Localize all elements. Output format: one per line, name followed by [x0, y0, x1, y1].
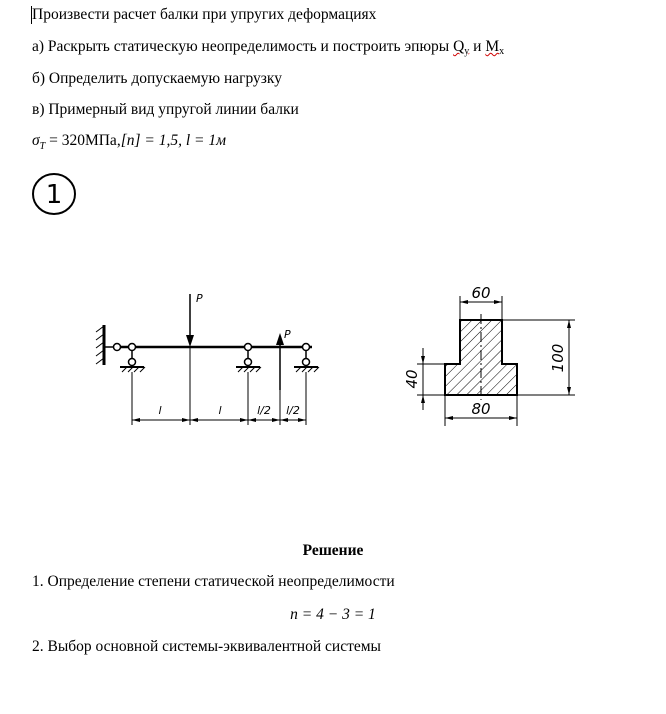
slider-hinge	[114, 344, 121, 351]
load-label-1: P	[196, 292, 203, 305]
span-label-4: l/2	[286, 404, 300, 417]
solution-equation: n = 4 − 3 = 1	[290, 606, 376, 623]
beam-scheme	[90, 280, 330, 440]
task-item-a	[32, 38, 504, 57]
dim-bottom-width: 80	[471, 400, 491, 418]
safety-factor-symbol: [n]	[120, 132, 141, 149]
load-arrow-1	[186, 294, 194, 347]
solution-step-2: 2. Выбор основной системы-эквивалентной системы	[32, 638, 381, 655]
sigma-symbol: σ	[32, 132, 40, 149]
task-item-c: в) Примерный вид упругой линии балки	[32, 101, 299, 118]
solution-heading: Решение	[302, 542, 364, 559]
solution-step-1: 1. Определение степени статической неопределимости	[32, 573, 395, 590]
cross-section	[395, 278, 585, 433]
dim-height: 100	[549, 343, 567, 373]
load-arrow-2	[276, 333, 284, 390]
m-letter: M	[485, 38, 500, 55]
task-title: Произвести расчет балки при упругих деформациях	[32, 6, 377, 23]
task-item-b: б) Определить допускаемую нагрузку	[32, 70, 282, 87]
variant-number: 1	[45, 180, 63, 210]
variant-badge	[30, 170, 80, 218]
m-symbol	[485, 38, 504, 55]
q-subscript: y	[464, 46, 470, 57]
given-formula	[32, 132, 226, 152]
safety-factor-and-length: = 1,5, l = 1м	[140, 132, 227, 149]
q-letter: Q	[453, 38, 465, 55]
sigma-subscript: T	[39, 141, 46, 152]
span-label-3: l/2	[257, 404, 271, 417]
task-item-a-prefix: а) Раскрыть статическую неопределимость и построить эпюры	[32, 38, 454, 55]
m-subscript: x	[499, 46, 505, 57]
dim-top-width: 60	[471, 284, 491, 302]
load-label-2: P	[284, 328, 291, 341]
span-label-2: l	[218, 404, 222, 417]
span-label-1: l	[158, 404, 162, 417]
q-symbol	[453, 38, 469, 55]
yield-stress-value: = 320МПа,	[45, 132, 121, 149]
task-item-a-and: и	[469, 38, 486, 55]
dim-flange-height: 40	[403, 369, 421, 389]
